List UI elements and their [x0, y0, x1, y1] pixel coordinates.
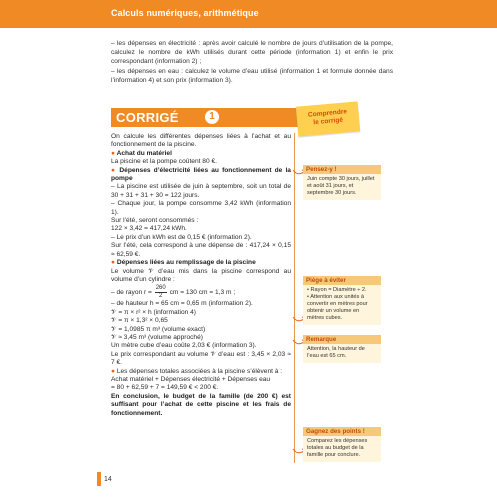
- text-line: = 80 + 62,59 + 7 = 149,59 € < 200 €.: [111, 384, 219, 392]
- page-number: 14: [104, 476, 112, 483]
- bullet-icon: ●: [111, 166, 120, 174]
- page-tab: [97, 472, 101, 486]
- solution-intro: On calcule les différentes dépenses liées à l’achat et au fonctionnement de la piscine.: [111, 133, 291, 149]
- text-line: Le volume 𝒱 d’eau mis dans la piscine correspond au volume d’un cylindre :: [111, 267, 291, 283]
- bullet-icon: ●: [111, 149, 117, 157]
- text-line: ● Les dépenses totales associées à la piscine s’élèvent à :: [111, 367, 283, 375]
- sidebar-title: Gagnez des points !: [303, 427, 381, 436]
- intro-text: [111, 40, 393, 87]
- text-line: 122 × 3,42 = 417,24 kWh.: [111, 225, 187, 233]
- fraction: $\frac{260}{2}$: [155, 285, 166, 299]
- sidebar-text: Comparez les dépenses totales au budget de la famille pour conclure.: [307, 438, 368, 458]
- sidebar-text: Attention, la hauteur de l’eau est 65 cm.: [307, 346, 365, 359]
- text-line: – Le prix d’un kWh est de 0,15 € (information 2).: [111, 233, 252, 241]
- solution-text: [111, 133, 291, 418]
- text-line: Sur l’été, seront consommés :: [111, 217, 199, 225]
- intro-line-water: – les dépenses en eau : calculez le volume d’eau utilisé (information 1 et formule donnée dans l’information 4) et son prix (information 3).: [111, 67, 393, 84]
- sidebar-remarque: [303, 335, 381, 363]
- text-line: – Chaque jour, la pompe consomme 3,42 kWh (information 1).: [111, 200, 291, 216]
- sidebar-title: Pensez-y !: [303, 165, 381, 174]
- text-line: – de hauteur h = 65 cm = 0,65 m (information 2).: [111, 300, 253, 308]
- text-line: – La piscine est utilisée de juin à septembre, soit un total de 30 + 31 + 31 + 30 = 122 jours.: [111, 183, 291, 199]
- corrige-label: CORRIGÉ: [116, 110, 179, 125]
- formula-line: 𝒱 = π × 1,3² × 0,65: [111, 317, 168, 325]
- sidebar-title: Remarque: [303, 335, 381, 344]
- chapter-title: Calculs numériques, arithmétique: [111, 8, 259, 18]
- sidebar-piege: [303, 276, 381, 325]
- conclusion: En conclusion, le budget de la famille (de 200 €) est suffisant pour l’achat de cette piscine et les frais de fonctionnement.: [111, 392, 291, 417]
- text-line: Sur l’été, cela correspond à une dépense de : 417,24 × 0,15 ≈ 62,59 €.: [111, 242, 291, 258]
- text-line: Achat matériel + Dépenses électricité + Dépenses eau: [111, 375, 271, 383]
- bullet-icon: ●: [111, 367, 117, 375]
- sidebar-text: • Rayon = Diamètre ÷ 2.: [307, 287, 367, 293]
- sidebar-text: Juin compte 30 jours, juillet et août 31 jours, et septembre 30 jours.: [307, 176, 375, 196]
- radius-line: – de rayon r = $\frac{260}{2}$ cm = 130 cm = 1,3 m ;: [111, 285, 236, 299]
- text-line: Le prix correspondant au volume 𝒱 d’eau est : 3,45 × 2,03 ≈ 7 €.: [111, 350, 291, 367]
- bullet-icon: ●: [111, 259, 117, 267]
- comprendre-sticker: [296, 101, 360, 136]
- formula-line: 𝒱 ≈ 3,45 m³ (volume approché): [111, 333, 203, 341]
- heading-electricite: ● Dépenses d’électricité liées au fonctionnement de la pompe: [111, 166, 291, 183]
- sidebar-title: Piège à éviter: [303, 276, 381, 285]
- sidebar-gagnez: [303, 427, 381, 462]
- heading-achat: ● Achat du matériel: [111, 149, 172, 157]
- formula-line: 𝒱 = 1,0985 π m³ (volume exact): [111, 325, 206, 333]
- corrige-number-badge: 1: [205, 110, 219, 124]
- comprendre-line2: le corrigé: [313, 116, 344, 126]
- text-line: Un mètre cube d’eau coûte 2,03 € (information 3).: [111, 342, 257, 350]
- text-line: La piscine et la pompe coûtent 80 €.: [111, 158, 217, 166]
- header-bar: [0, 0, 497, 28]
- comprendre-line1: Comprendre: [307, 108, 348, 119]
- sidebar-text: • Attention aux unités à convertir en mètres pour obtenir un volume en mètres cubes.: [307, 294, 368, 321]
- intro-line-electricity: – les dépenses en électricité : après avoir calculé le nombre de jours d’utilisation de la pompe, calculez le nombre de kWh utilisés durant cette période (information 1) et enfin le prix correspondant (information 2) ;: [111, 40, 393, 65]
- sidebar-pensez: [303, 165, 381, 200]
- column-divider: [294, 133, 295, 463]
- heading-remplissage: ● Dépenses liées au remplissage de la piscine: [111, 259, 256, 267]
- formula-line: 𝒱 = π × r² × h (information 4): [111, 308, 196, 316]
